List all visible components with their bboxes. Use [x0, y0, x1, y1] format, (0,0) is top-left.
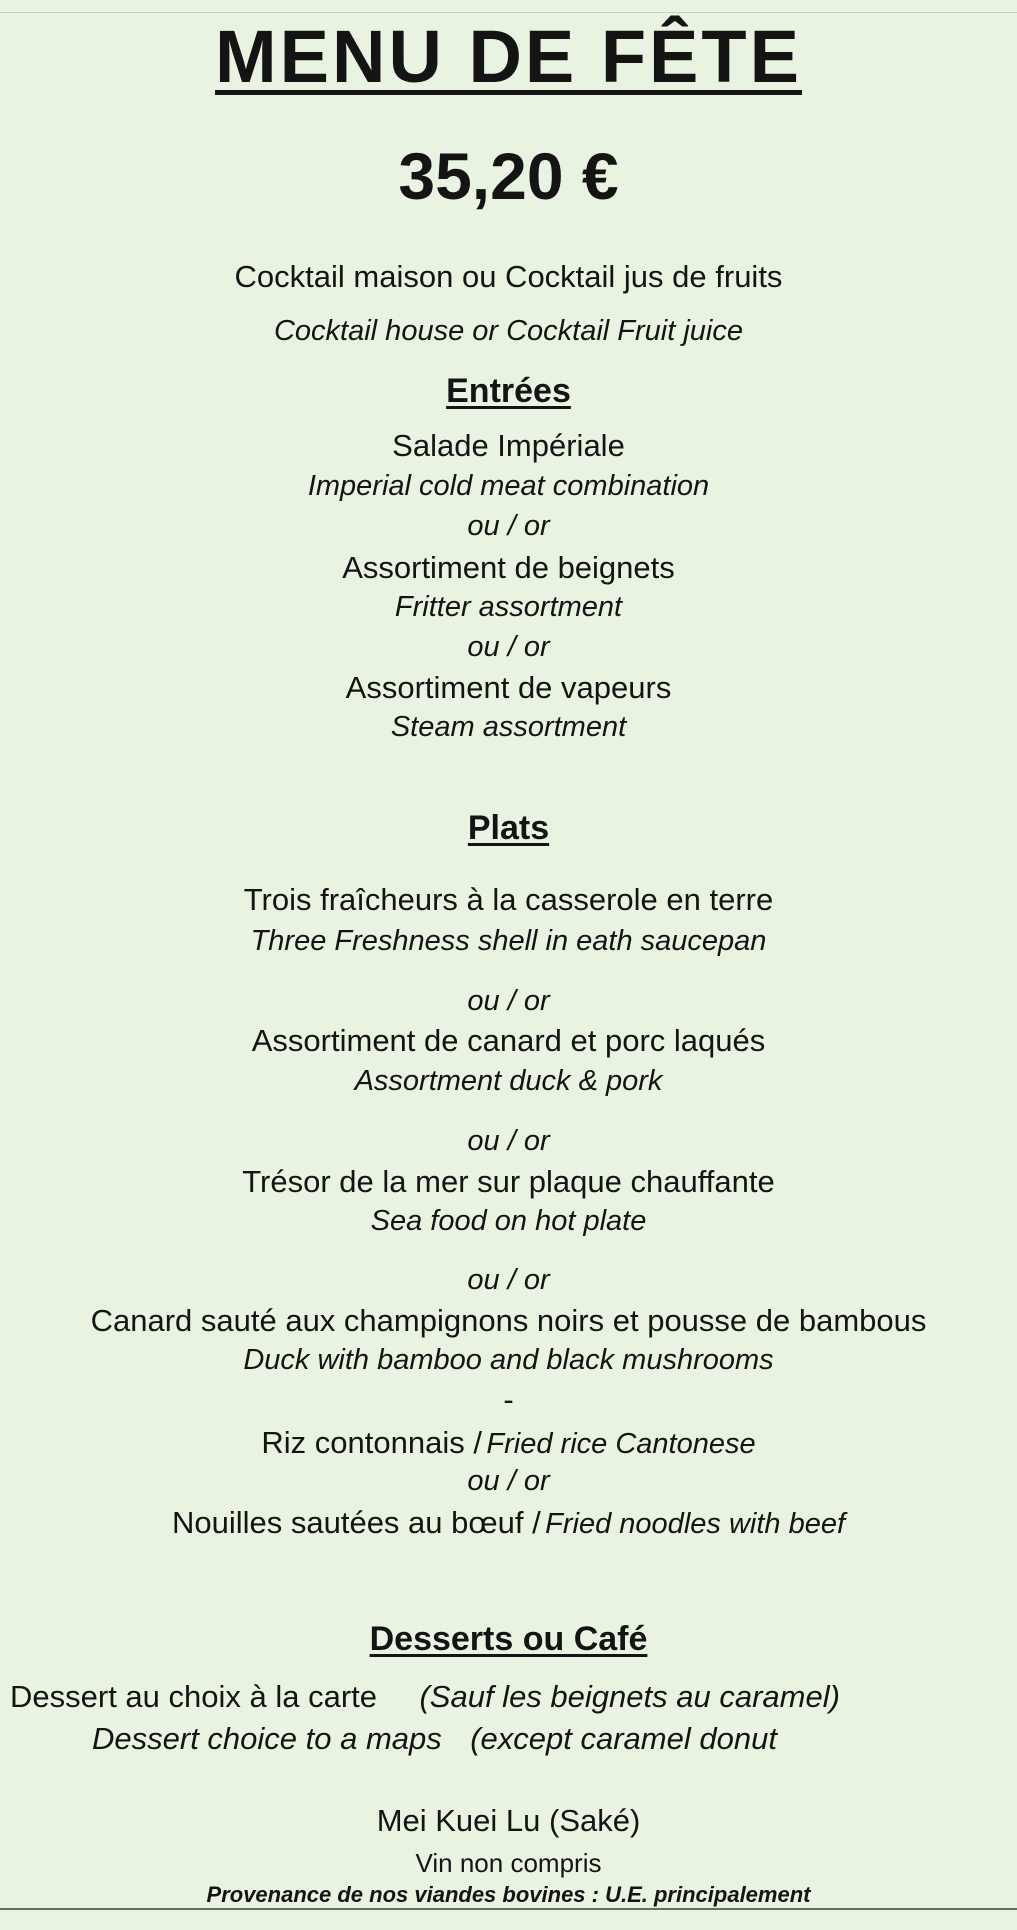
entree-1-en: Imperial cold meat combination	[307, 470, 710, 502]
plat-separator-1: ou / or	[467, 985, 550, 1017]
dessert-en: Dessert choice to a maps	[92, 1721, 442, 1756]
plat-1-fr: Trois fraîcheurs à la casserole en terre	[243, 882, 774, 917]
plat-separator-3: ou / or	[467, 1264, 550, 1296]
plat-dash: -	[503, 1382, 514, 1417]
entree-2-en: Fritter assortment	[394, 591, 623, 623]
dessert-fr: Dessert au choix à la carte	[10, 1679, 378, 1714]
entree-3-en: Steam assortment	[390, 711, 627, 743]
rice-fr: Riz contonnais /	[261, 1425, 482, 1460]
top-rule	[0, 12, 1017, 13]
cocktail-fr: Cocktail maison ou Cocktail jus de fruits	[234, 259, 783, 294]
entree-1-fr: Salade Impériale	[392, 428, 625, 463]
menu-title: MENU DE FÊTE	[215, 15, 802, 98]
dessert-en-line	[92, 1721, 1012, 1757]
entree-2-fr: Assortiment de beignets	[342, 550, 675, 585]
entrees-heading: Entrées	[446, 372, 571, 410]
plat-3-en: Sea food on hot plate	[370, 1205, 647, 1237]
plat-separator-2: ou / or	[467, 1125, 550, 1157]
bottom-rule	[0, 1908, 1017, 1910]
plat-2-fr: Assortiment de canard et porc laqués	[251, 1023, 766, 1058]
plat-4-en: Duck with bamboo and black mushrooms	[243, 1344, 774, 1376]
desserts-heading: Desserts ou Café	[369, 1620, 648, 1658]
wine-note: Vin non compris	[415, 1848, 602, 1878]
entree-3-fr: Assortiment de vapeurs	[345, 670, 672, 705]
noodles-line	[0, 1505, 1017, 1541]
rice-separator: ou / or	[467, 1465, 550, 1497]
rice-line	[0, 1425, 1017, 1461]
noodles-en: Fried noodles with beef	[545, 1508, 846, 1540]
entree-separator-2: ou / or	[467, 631, 550, 663]
sake-line: Mei Kuei Lu (Saké)	[376, 1803, 641, 1838]
plat-3-fr: Trésor de la mer sur plaque chauffante	[242, 1164, 775, 1199]
plat-1-en: Three Freshness shell in eath saucepan	[250, 925, 767, 957]
plat-2-en: Assortment duck & pork	[354, 1065, 663, 1097]
noodles-fr: Nouilles sautées au bœuf /	[171, 1505, 541, 1540]
rice-en: Fried rice Cantonese	[486, 1428, 756, 1460]
cocktail-en: Cocktail house or Cocktail Fruit juice	[273, 315, 743, 347]
plats-heading: Plats	[467, 809, 550, 847]
dessert-fr-note: (Sauf les beignets au caramel)	[419, 1679, 840, 1714]
dessert-fr-line	[10, 1679, 1010, 1715]
entree-separator-1: ou / or	[467, 510, 550, 542]
provenance-note: Provenance de nos viandes bovines : U.E. principalement	[206, 1882, 811, 1907]
dessert-en-note: (except caramel donut	[470, 1721, 777, 1756]
menu-price: 35,20 €	[398, 139, 619, 213]
plat-4-fr: Canard sauté aux champignons noirs et pousse de bambous	[90, 1303, 927, 1338]
